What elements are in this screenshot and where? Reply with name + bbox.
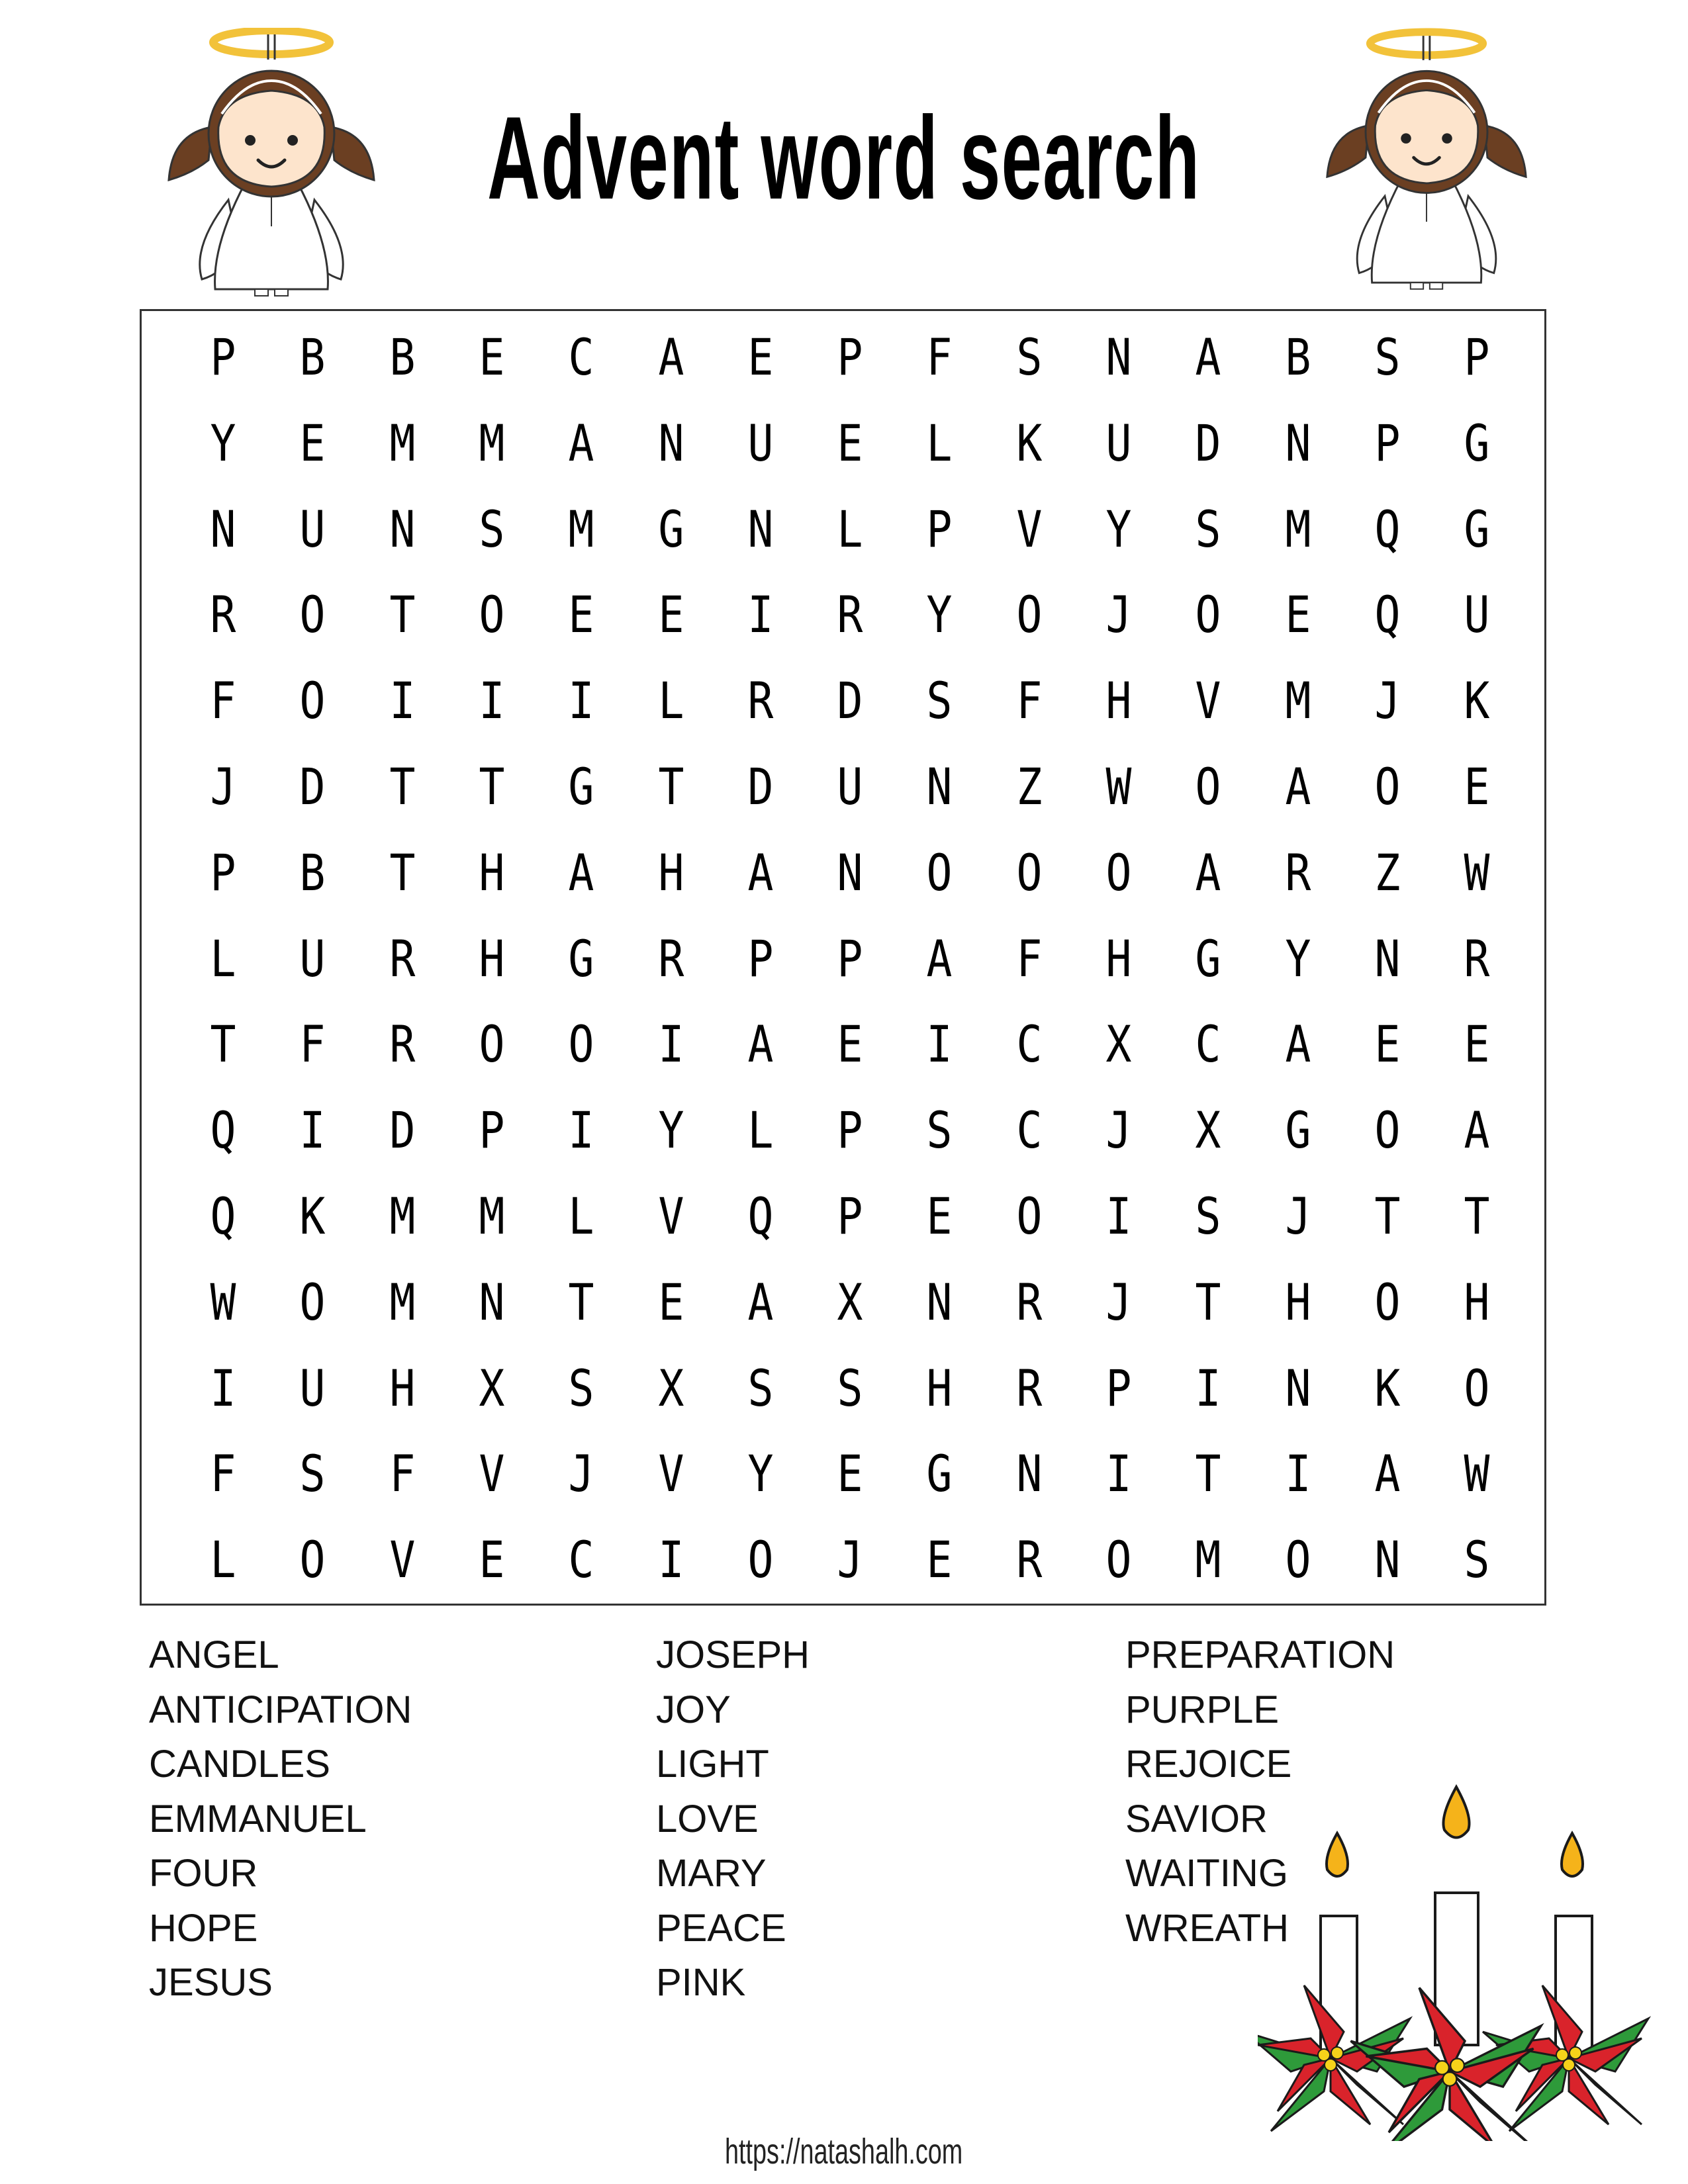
grid-letter: I — [1105, 1444, 1132, 1504]
grid-letter: I — [658, 1015, 684, 1074]
grid-letter: C — [1016, 1101, 1043, 1160]
grid-letter: I — [1195, 1358, 1221, 1418]
grid-letter: X — [658, 1358, 684, 1418]
grid-letter: S — [1195, 499, 1221, 559]
grid-letter: D — [389, 1101, 416, 1160]
grid-letter: S — [926, 671, 953, 731]
grid-letter: O — [1016, 1187, 1043, 1246]
grid-letter: P — [1464, 328, 1490, 387]
grid-letter: X — [1105, 1015, 1132, 1074]
page-title: Advent word search — [487, 92, 1201, 224]
grid-letter: Z — [1016, 757, 1043, 816]
grid-letter: A — [568, 413, 594, 473]
grid-letter: R — [389, 929, 416, 988]
grid-letter: V — [1195, 671, 1221, 731]
grid-letter: U — [747, 413, 774, 473]
grid-letter: V — [1016, 499, 1043, 559]
grid-letter: O — [1016, 842, 1043, 902]
grid-letter: E — [299, 413, 326, 473]
grid-letter: F — [210, 1444, 236, 1504]
grid-letter: P — [837, 1101, 863, 1160]
grid-letter: S — [1464, 1530, 1490, 1590]
grid-letter: B — [299, 328, 326, 387]
grid-letter: J — [1374, 671, 1401, 731]
grid-letter: D — [1195, 413, 1221, 473]
grid-letter: D — [747, 757, 774, 816]
grid-letter: S — [479, 499, 505, 559]
grid-letter: O — [1195, 585, 1221, 645]
grid-letter: Y — [926, 585, 953, 645]
grid-letter: R — [837, 585, 863, 645]
grid-letter: D — [299, 757, 326, 816]
grid-letter: Q — [1374, 499, 1401, 559]
grid-letter: O — [1016, 585, 1043, 645]
grid-letter: Y — [658, 1101, 684, 1160]
word-list-item: WAITING — [1125, 1852, 1288, 1895]
grid-letter: R — [1016, 1358, 1043, 1418]
word-list-item: PREPARATION — [1125, 1633, 1395, 1676]
grid-letter: A — [1374, 1444, 1401, 1504]
grid-letter: V — [479, 1444, 505, 1504]
grid-letter: Y — [1105, 499, 1132, 559]
word-list-item: CANDLES — [149, 1743, 330, 1786]
grid-letter: N — [1374, 1530, 1401, 1590]
grid-letter: Q — [747, 1187, 774, 1246]
grid-letter: I — [389, 671, 416, 731]
grid-letter: O — [299, 1272, 326, 1332]
grid-letter: U — [837, 757, 863, 816]
grid-letter: T — [568, 1272, 594, 1332]
grid-letter: I — [1285, 1444, 1311, 1504]
grid-letter: E — [1285, 585, 1311, 645]
grid-letter: A — [1285, 757, 1311, 816]
grid-letter: H — [926, 1358, 953, 1418]
grid-letter: R — [747, 671, 774, 731]
grid-letter: P — [837, 1187, 863, 1246]
grid-letter: Z — [1374, 842, 1401, 902]
grid-letter: A — [568, 842, 594, 902]
grid-letter: S — [837, 1358, 863, 1418]
grid-letter: S — [1195, 1187, 1221, 1246]
grid-letter: L — [568, 1187, 594, 1246]
grid-letter: Y — [210, 413, 236, 473]
grid-letter: T — [1195, 1272, 1221, 1332]
grid-letter: L — [658, 671, 684, 731]
grid-letter: I — [479, 671, 505, 731]
grid-letter: R — [1016, 1272, 1043, 1332]
grid-letter: P — [837, 929, 863, 988]
grid-letter: V — [658, 1444, 684, 1504]
grid-letter: E — [1464, 1015, 1490, 1074]
grid-letter: G — [1464, 413, 1490, 473]
grid-letter: I — [747, 585, 774, 645]
grid-letter: S — [926, 1101, 953, 1160]
grid-letter: S — [568, 1358, 594, 1418]
grid-letter: Y — [747, 1444, 774, 1504]
grid-letter: K — [299, 1187, 326, 1246]
grid-letter: R — [389, 1015, 416, 1074]
word-list-item: JESUS — [149, 1961, 273, 2004]
grid-letter: E — [926, 1187, 953, 1246]
grid-letter: H — [1464, 1272, 1490, 1332]
grid-letter: Q — [1374, 585, 1401, 645]
grid-letter: S — [299, 1444, 326, 1504]
grid-letter: G — [1285, 1101, 1311, 1160]
grid-letter: U — [299, 499, 326, 559]
grid-letter: J — [1105, 1101, 1132, 1160]
advent-candles-illustration — [1258, 1780, 1655, 2141]
grid-letter: L — [210, 929, 236, 988]
grid-letter: S — [1374, 328, 1401, 387]
grid-letter: A — [1464, 1101, 1490, 1160]
grid-letter: M — [1285, 499, 1311, 559]
grid-letter: C — [1195, 1015, 1221, 1074]
grid-letter: M — [389, 1187, 416, 1246]
grid-letter: H — [389, 1358, 416, 1418]
grid-letter: P — [747, 929, 774, 988]
grid-letter: O — [1285, 1530, 1311, 1590]
grid-letter: U — [299, 1358, 326, 1418]
grid-letter: N — [479, 1272, 505, 1332]
grid-letter: E — [1464, 757, 1490, 816]
grid-letter: J — [1285, 1187, 1311, 1246]
grid-letter: P — [210, 842, 236, 902]
grid-letter: E — [837, 1444, 863, 1504]
grid-letter: P — [1105, 1358, 1132, 1418]
grid-letter: C — [568, 1530, 594, 1590]
grid-letter: O — [299, 1530, 326, 1590]
grid-letter: H — [479, 842, 505, 902]
grid-letter: K — [1464, 671, 1490, 731]
grid-letter: A — [1195, 842, 1221, 902]
grid-letter: U — [299, 929, 326, 988]
grid-letter: K — [1016, 413, 1043, 473]
grid-letter: G — [926, 1444, 953, 1504]
grid-letter: M — [479, 1187, 505, 1246]
grid-letter: E — [479, 328, 505, 387]
grid-letter: M — [389, 1272, 416, 1332]
grid-letter: A — [658, 328, 684, 387]
grid-letter: F — [1016, 671, 1043, 731]
grid-letter: B — [299, 842, 326, 902]
word-list-item: EMMANUEL — [149, 1797, 367, 1841]
word-list-item: ANGEL — [149, 1633, 279, 1676]
grid-letter: V — [658, 1187, 684, 1246]
footer-url: https://natashalh.com — [725, 2132, 963, 2171]
grid-letter: N — [747, 499, 774, 559]
grid-letter: A — [747, 842, 774, 902]
grid-letter: L — [837, 499, 863, 559]
grid-letter: A — [1285, 1015, 1311, 1074]
grid-letter: I — [1105, 1187, 1132, 1246]
word-list-item: PURPLE — [1125, 1688, 1280, 1731]
grid-letter: N — [1105, 328, 1132, 387]
word-list-item: LIGHT — [656, 1743, 769, 1786]
grid-letter: N — [1285, 1358, 1311, 1418]
grid-letter: Q — [210, 1101, 236, 1160]
grid-letter: R — [1016, 1530, 1043, 1590]
grid-letter: J — [210, 757, 236, 816]
grid-letter: E — [658, 585, 684, 645]
grid-letter: N — [837, 842, 863, 902]
grid-letter: V — [389, 1530, 416, 1590]
grid-letter: O — [1105, 842, 1132, 902]
grid-letter: H — [1105, 929, 1132, 988]
grid-letter: T — [658, 757, 684, 816]
grid-letter: P — [1374, 413, 1401, 473]
grid-letter: B — [1285, 328, 1311, 387]
grid-letter: R — [210, 585, 236, 645]
grid-letter: R — [1285, 842, 1311, 902]
grid-letter: J — [568, 1444, 594, 1504]
grid-letter: F — [299, 1015, 326, 1074]
grid-letter: N — [926, 757, 953, 816]
grid-letter: N — [1016, 1444, 1043, 1504]
word-list-item: PEACE — [656, 1906, 786, 1950]
grid-letter: J — [1105, 1272, 1132, 1332]
grid-letter: F — [1016, 929, 1043, 988]
grid-letter: O — [568, 1015, 594, 1074]
grid-letter: L — [926, 413, 953, 473]
grid-letter: P — [479, 1101, 505, 1160]
word-list-item: SAVIOR — [1125, 1797, 1268, 1841]
grid-letter: P — [837, 328, 863, 387]
grid-letter: W — [1464, 1444, 1490, 1504]
grid-letter: K — [1374, 1358, 1401, 1418]
grid-letter: O — [1464, 1358, 1490, 1418]
grid-letter: M — [1195, 1530, 1221, 1590]
grid-letter: I — [926, 1015, 953, 1074]
grid-letter: I — [658, 1530, 684, 1590]
grid-letter: G — [658, 499, 684, 559]
grid-letter: T — [1464, 1187, 1490, 1246]
word-list-item: MARY — [656, 1852, 767, 1895]
grid-letter: N — [1285, 413, 1311, 473]
grid-letter: P — [926, 499, 953, 559]
grid-letter: W — [1105, 757, 1132, 816]
grid-letter: N — [389, 499, 416, 559]
grid-letter: R — [1464, 929, 1490, 988]
grid-letter: E — [747, 328, 774, 387]
grid-letter: R — [658, 929, 684, 988]
grid-letter: C — [568, 328, 594, 387]
grid-letter: G — [568, 929, 594, 988]
grid-letter: Q — [210, 1187, 236, 1246]
grid-letter: E — [837, 413, 863, 473]
grid-letter: B — [389, 328, 416, 387]
grid-letter: J — [1105, 585, 1132, 645]
grid-letter: G — [568, 757, 594, 816]
grid-letter: H — [658, 842, 684, 902]
grid-letter: F — [389, 1444, 416, 1504]
grid-letter: H — [1105, 671, 1132, 731]
grid-letter: F — [926, 328, 953, 387]
grid-letter: A — [926, 929, 953, 988]
grid-letter: O — [479, 585, 505, 645]
grid-letter: W — [210, 1272, 236, 1332]
grid-letter: X — [479, 1358, 505, 1418]
word-list-item: LOVE — [656, 1797, 759, 1841]
grid-letter: M — [568, 499, 594, 559]
word-search-grid — [140, 309, 1546, 1606]
grid-letter: S — [747, 1358, 774, 1418]
grid-letter: H — [479, 929, 505, 988]
grid-letter: E — [1374, 1015, 1401, 1074]
word-list-item: REJOICE — [1125, 1743, 1292, 1786]
grid-letter: E — [926, 1530, 953, 1590]
word-list-item: WREATH — [1125, 1906, 1289, 1950]
grid-letter: T — [479, 757, 505, 816]
word-list-item: JOSEPH — [656, 1633, 810, 1676]
grid-letter: S — [1016, 328, 1043, 387]
grid-letter: M — [389, 413, 416, 473]
grid-letter: T — [389, 585, 416, 645]
grid-letter: T — [1195, 1444, 1221, 1504]
grid-letter: I — [210, 1358, 236, 1418]
grid-letter: O — [1374, 1101, 1401, 1160]
grid-letter: N — [210, 499, 236, 559]
grid-letter: P — [210, 328, 236, 387]
grid-letter: U — [1464, 585, 1490, 645]
grid-letter: T — [389, 842, 416, 902]
grid-letter: A — [747, 1015, 774, 1074]
grid-letter: E — [837, 1015, 863, 1074]
grid-letter: X — [1195, 1101, 1221, 1160]
grid-letter: L — [210, 1530, 236, 1590]
grid-letter: M — [479, 413, 505, 473]
grid-letter: J — [837, 1530, 863, 1590]
grid-letter: O — [1374, 1272, 1401, 1332]
grid-letter: O — [479, 1015, 505, 1074]
grid-letter: O — [299, 671, 326, 731]
grid-letter: I — [568, 1101, 594, 1160]
grid-letter: U — [1105, 413, 1132, 473]
grid-letter: C — [1016, 1015, 1043, 1074]
grid-letter: O — [1374, 757, 1401, 816]
grid-letter: I — [299, 1101, 326, 1160]
word-list-item: FOUR — [149, 1852, 258, 1895]
grid-letter: E — [479, 1530, 505, 1590]
grid-letter: X — [837, 1272, 863, 1332]
grid-letter: M — [1285, 671, 1311, 731]
grid-letter: D — [837, 671, 863, 731]
grid-letter: F — [210, 671, 236, 731]
grid-letter: I — [568, 671, 594, 731]
grid-letter: W — [1464, 842, 1490, 902]
word-list-item: PINK — [656, 1961, 746, 2004]
grid-letter: E — [658, 1272, 684, 1332]
grid-letter: H — [1285, 1272, 1311, 1332]
grid-letter: Y — [1285, 929, 1311, 988]
grid-letter: O — [299, 585, 326, 645]
grid-letter: A — [747, 1272, 774, 1332]
grid-letter: T — [210, 1015, 236, 1074]
grid-letter: G — [1195, 929, 1221, 988]
grid-letter: O — [926, 842, 953, 902]
grid-letter: O — [1195, 757, 1221, 816]
grid-letter: G — [1464, 499, 1490, 559]
word-list-item: ANTICIPATION — [149, 1688, 412, 1731]
word-list-item: JOY — [656, 1688, 731, 1731]
grid-letter: T — [1374, 1187, 1401, 1246]
grid-letter: N — [1374, 929, 1401, 988]
word-list-item: HOPE — [149, 1906, 258, 1950]
grid-letter: N — [658, 413, 684, 473]
grid-letter: O — [747, 1530, 774, 1590]
grid-letter: A — [1195, 328, 1221, 387]
grid-letter: T — [389, 757, 416, 816]
grid-letter: N — [926, 1272, 953, 1332]
grid-letter: E — [568, 585, 594, 645]
grid-letter: L — [747, 1101, 774, 1160]
grid-letter: O — [1105, 1530, 1132, 1590]
